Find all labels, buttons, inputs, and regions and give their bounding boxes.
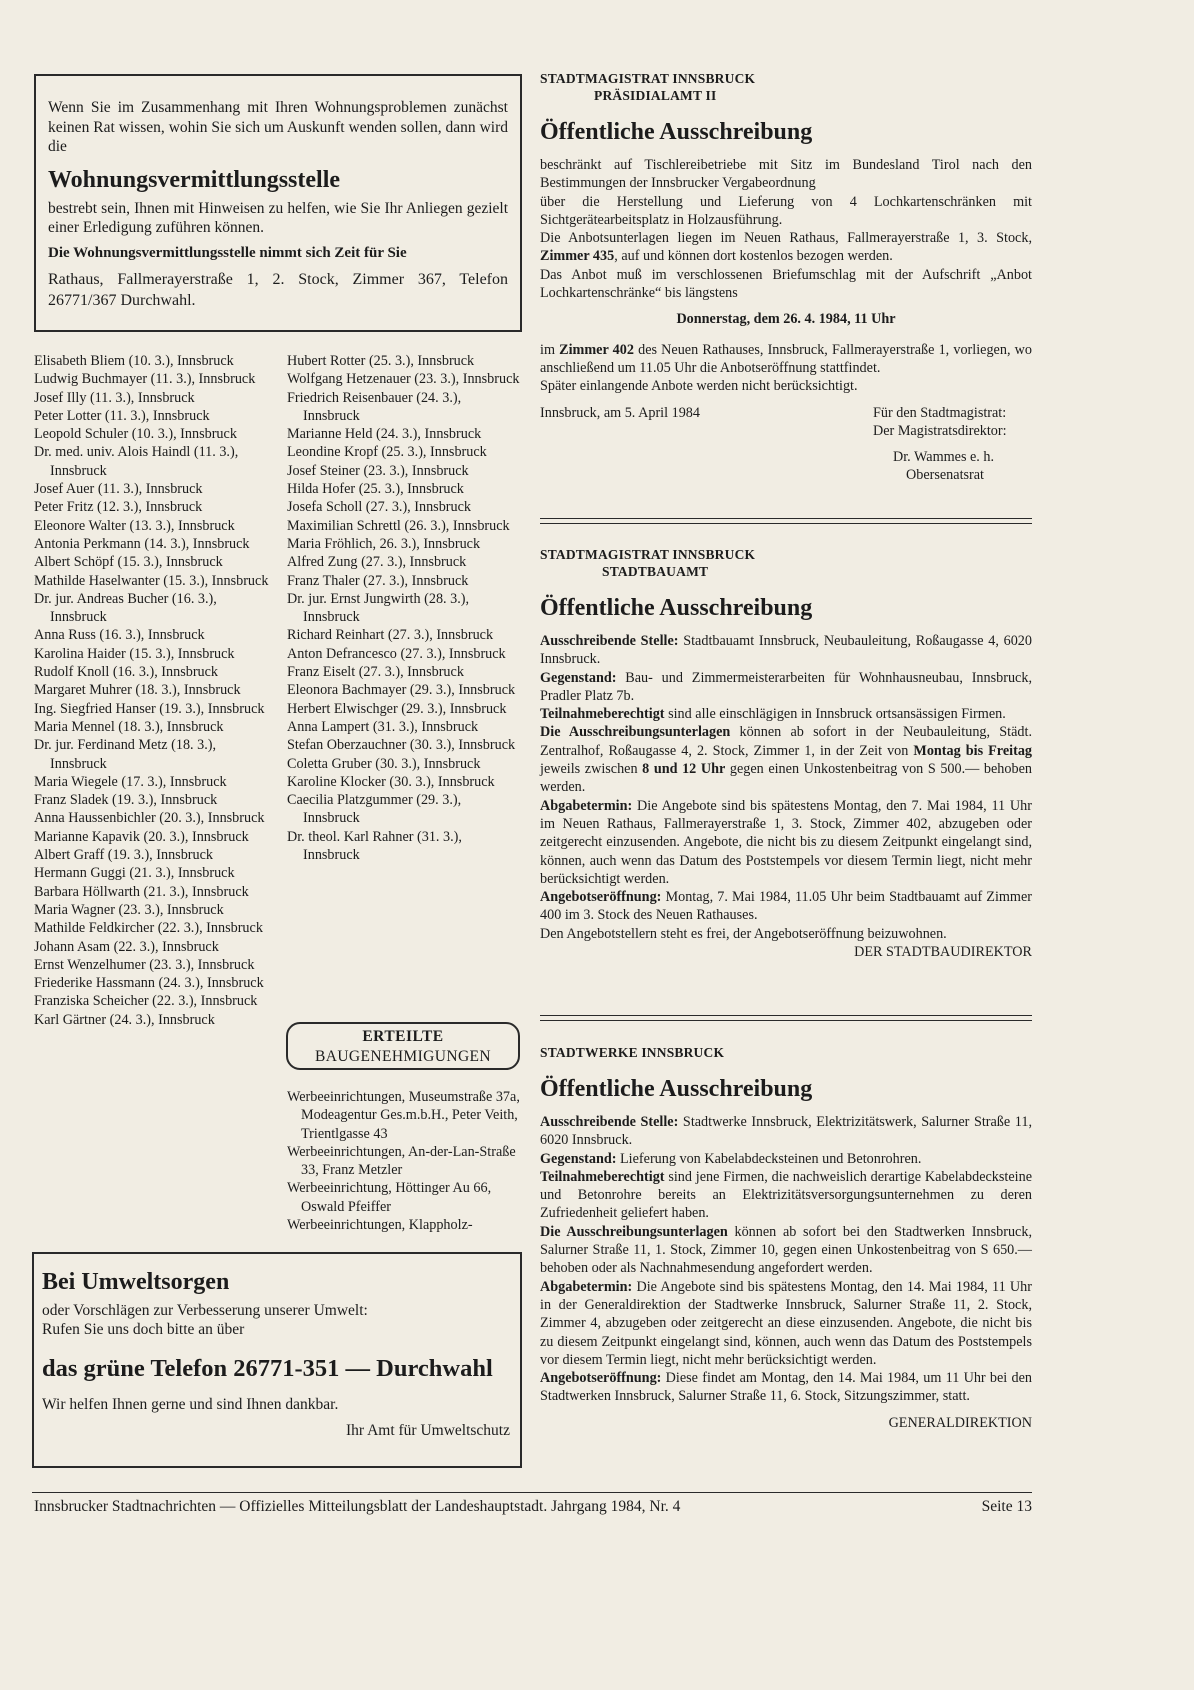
list-item: Peter Lotter (11. 3.), Innsbruck	[34, 407, 210, 424]
list-item: Elisabeth Bliem (10. 3.), Innsbruck	[34, 353, 234, 369]
list-item: Coletta Gruber (30. 3.), Innsbruck	[287, 755, 481, 772]
list-item: Werbeeinrichtung, Höttinger Au 66, Oswald Pfeiffer	[287, 1180, 492, 1215]
wohnbox-intro: Wenn Sie im Zusammenhang mit Ihren Wohnungsproblemen zunächst keinen Rat wissen, wohin Sie sich um Auskunft wenden sollen, dann wird die	[48, 99, 508, 155]
list-item: Peter Fritz (12. 3.), Innsbruck	[34, 499, 203, 516]
list-item: Friederike Hassmann (24. 3.), Innsbruck	[34, 975, 264, 992]
ad1-p3	[540, 229, 1032, 266]
list-item: Rudolf Knoll (16. 3.), Innsbruck	[34, 664, 219, 681]
separator-2	[540, 1015, 1032, 1021]
list-item: Anna Russ (16. 3.), Innsbruck	[34, 627, 205, 644]
list-item: Marianne Held (24. 3.), Innsbruck	[287, 426, 482, 443]
ad1-p1: beschränkt auf Tischlereibetriebe mit Sitz im Bundesland Tirol nach den Bestimmungen der Innsbrucker Vergabeordnung	[540, 157, 1032, 192]
list-item: Herbert Elwischger (29. 3.), Innsbruck	[287, 700, 507, 717]
ad3-org1: STADTWERKE INNSBRUCK	[540, 1045, 725, 1060]
ad3-t5: Die Angebote sind bis spätestens Montag, den 14. Mai 1984, 11 Uhr in der Generaldirektion der Stadtwerke Innsbruck, Salurner Straße 11, 2. Stock, Zimmer 4, abzugeben oder zeitgerecht an diese einzusenden. Angebote, die nicht bis zu diesem Zeitpunkt eingelangt sind, können, auch wenn das Datum des Poststempels vor diesem Termin liegt, nicht mehr berücksichtigt werden.	[540, 1278, 1032, 1368]
ad2-org2: STADTBAUAMT	[602, 564, 709, 579]
ad3-title: Öffentliche Ausschreibung	[540, 1076, 813, 1102]
ad3-t6: Diese findet am Montag, den 14. Mai 1984, um 11 Uhr bei den Stadtwerken Innsbruck, Salurner Straße 11, 6. Stock, Sitzungszimmer, statt.	[540, 1370, 1032, 1405]
ad3-item1	[540, 1113, 1032, 1150]
ad2-l1: Ausschreibende Stelle:	[540, 633, 679, 649]
list-item: Josef Steiner (23. 3.), Innsbruck	[287, 462, 469, 479]
ad2-t4e: gegen einen Unkostenbeitrag von S 500.— behoben werden.	[540, 761, 1032, 796]
umwelt-phone: das grüne Telefon 26771-351 — Durchwahl	[42, 1355, 493, 1382]
ad2-t4b: Montag bis Freitag	[913, 742, 1033, 759]
ad2-t2: Bau- und Zimmermeisterarbeiten für Wohnhausneubau, Innsbruck, Pradler Platz 7b.	[540, 669, 1032, 704]
list-item: Josef Illy (11. 3.), Innsbruck	[34, 389, 195, 406]
ad1-signature-block	[540, 404, 1032, 490]
ad3-l6: Angebotseröffnung:	[540, 1370, 662, 1387]
wohnbox-text: bestrebt sein, Ihnen mit Hinweisen zu helfen, wie Sie Ihr Anliegen gezielt einer Erledigung zuführen können.	[48, 199, 508, 236]
umwelt-line2: Rufen Sie uns doch bitte an über	[42, 1321, 245, 1338]
list-item: Dr. jur. Ernst Jungwirth (28. 3.), Innsbruck	[287, 590, 470, 626]
list-item: Leopold Schuler (10. 3.), Innsbruck	[34, 426, 237, 443]
list-item: Barbara Höllwarth (21. 3.), Innsbruck	[34, 883, 249, 900]
list-item: Josef Auer (11. 3.), Innsbruck	[34, 481, 203, 498]
ad3-item6	[540, 1369, 1032, 1406]
ad1-sig2: Der Magistratsdirektor:	[873, 422, 1007, 439]
ad1-title: Öffentliche Ausschreibung	[540, 119, 813, 145]
ad3-l4: Die Ausschreibungsunterlagen	[540, 1223, 728, 1240]
ad1-p5	[540, 341, 1032, 378]
umwelt-line1: oder Vorschlägen zur Verbesserung unserer Umwelt:	[42, 1302, 368, 1319]
list-item: Richard Reinhart (27. 3.), Innsbruck	[287, 627, 494, 644]
list-item: Eleonore Walter (13. 3.), Innsbruck	[34, 517, 235, 534]
ad2-t4a: können ab sofort in der Neubauleitung, Städt. Zentralhof, Roßaugasse 4, 2. Stock, Zimmer 1, in der Zeit von	[540, 724, 1032, 759]
list-item: Eleonora Bachmayer (29. 3.), Innsbruck	[287, 682, 516, 699]
list-item: Franz Thaler (27. 3.), Innsbruck	[287, 572, 469, 589]
list-item: Dr. theol. Karl Rahner (31. 3.), Innsbruck	[287, 828, 462, 864]
ad1-place: Innsbruck, am 5. April 1984	[540, 404, 700, 421]
umwelt-box	[32, 1252, 522, 1468]
names-column-2	[287, 352, 521, 864]
page-number: Seite 13	[981, 1498, 1032, 1515]
ad3-l2: Gegenstand:	[540, 1150, 617, 1167]
names-column-1	[34, 352, 270, 1029]
list-item: Anna Lampert (31. 3.), Innsbruck	[287, 718, 479, 735]
list-item: Franziska Scheicher (22. 3.), Innsbruck	[34, 993, 258, 1010]
ad3-item3	[540, 1168, 1032, 1223]
ad1-sig4: Obersenatsrat	[906, 466, 984, 483]
ad3-l1: Ausschreibende Stelle:	[540, 1114, 679, 1130]
ad-praesidialamt	[540, 70, 1032, 490]
list-item: Marianne Kapavik (20. 3.), Innsbruck	[34, 828, 249, 845]
list-item: Wolfgang Hetzenauer (23. 3.), Innsbruck	[287, 371, 520, 388]
list-item: Albert Schöpf (15. 3.), Innsbruck	[34, 554, 223, 571]
wohnbox-title: Wohnungsvermittlungsstelle	[48, 166, 341, 193]
ad1-p3a: Die Anbotsunterlagen liegen im Neuen Rathaus, Fallmerayerstraße 1, 3. Stock,	[540, 230, 1032, 247]
list-item: Franz Sladek (19. 3.), Innsbruck	[34, 792, 218, 809]
ad2-t3: sind alle einschlägigen in Innsbruck ortsansässigen Firmen.	[664, 706, 1006, 723]
list-item: Maria Mennel (18. 3.), Innsbruck	[34, 718, 224, 735]
list-item: Josefa Scholl (27. 3.), Innsbruck	[287, 499, 472, 516]
list-item: Friedrich Reisenbauer (24. 3.), Innsbruck	[287, 389, 462, 424]
list-item: Anna Haussenbichler (20. 3.), Innsbruck	[34, 810, 265, 827]
list-item: Albert Graff (19. 3.), Innsbruck	[34, 847, 213, 864]
ad3-item5	[540, 1278, 1032, 1369]
list-item: Werbeeinrichtungen, An-der-Lan-Straße 33, Franz Metzler	[287, 1143, 516, 1179]
list-item: Karolina Haider (15. 3.), Innsbruck	[34, 645, 235, 662]
ad1-p3c: , auf und können dort kostenlos bezogen werden.	[614, 248, 893, 265]
list-item: Ludwig Buchmayer (11. 3.), Innsbruck	[34, 371, 256, 388]
list-item: Margaret Muhrer (18. 3.), Innsbruck	[34, 682, 241, 699]
ad3-item2	[540, 1150, 1032, 1168]
ad2-l4: Die Ausschreibungsunterlagen	[540, 724, 731, 741]
list-item: Ernst Wenzelhumer (23. 3.), Innsbruck	[34, 956, 255, 973]
ad3-t2: Lieferung von Kabelabdecksteinen und Betonrohren.	[616, 1150, 922, 1167]
ad1-p5b: Zimmer 402	[559, 341, 634, 358]
list-item: Leondine Kropf (25. 3.), Innsbruck	[287, 444, 487, 461]
ad1-sig3: Dr. Wammes e. h.	[893, 448, 995, 465]
ad2-sign: DER STADTBAUDIREKTOR	[854, 944, 1032, 961]
list-item: Werbeeinrichtungen, Museumstraße 37a, Modeagentur Ges.m.b.H., Peter Veith, Trientlgasse 43	[287, 1089, 520, 1142]
list-item: Hermann Guggi (21. 3.), Innsbruck	[34, 865, 235, 882]
ad2-t4c: jeweils zwischen	[540, 761, 643, 778]
list-item: Anton Defrancesco (27. 3.), Innsbruck	[287, 645, 506, 662]
ad3-item4	[540, 1223, 1032, 1278]
list-item: Stefan Oberzauchner (30. 3.), Innsbruck	[287, 737, 516, 754]
list-item: Johann Asam (22. 3.), Innsbruck	[34, 938, 219, 955]
ad1-p5c: des Neuen Rathauses, Innsbruck, Fallmerayerstraße 1, vorliegen, wo anschließend um 11.05 Uhr die Anbotseröffnung stattfindet.	[540, 341, 1032, 376]
list-item: Alfred Zung (27. 3.), Innsbruck	[287, 554, 467, 571]
list-item: Mathilde Haselwanter (15. 3.), Innsbruck	[34, 572, 269, 589]
ad1-org2: PRÄSIDIALAMT II	[594, 88, 717, 103]
list-item: Karoline Klocker (30. 3.), Innsbruck	[287, 773, 495, 790]
list-item: Dr. med. univ. Alois Haindl (11. 3.), Innsbruck	[34, 444, 239, 479]
baugenehmigungen-heading	[286, 1022, 520, 1070]
ad3-l3: Teilnahmeberechtigt	[540, 1168, 665, 1185]
list-item: Antonia Perkmann (14. 3.), Innsbruck	[34, 535, 250, 552]
ad1-p5a: im	[540, 341, 560, 358]
ad2-l2: Gegenstand:	[540, 669, 617, 686]
ad1-sig1: Für den Stadtmagistrat:	[873, 404, 1007, 421]
ad2-t7: Den Angebotstellern steht es frei, der Angebotseröffnung beizuwohnen.	[540, 925, 947, 942]
ad2-item2	[540, 669, 1032, 706]
ad2-t4d: 8 und 12 Uhr	[642, 761, 726, 778]
umwelt-thanks: Wir helfen Ihnen gerne und sind Ihnen dankbar.	[42, 1396, 339, 1413]
list-item: Maria Wagner (23. 3.), Innsbruck	[34, 901, 224, 918]
umwelt-title: Bei Umweltsorgen	[42, 1269, 230, 1295]
umwelt-sign: Ihr Amt für Umweltschutz	[345, 1422, 510, 1439]
list-item: Dr. jur. Andreas Bucher (16. 3.), Innsbruck	[34, 590, 217, 626]
ad2-l3: Teilnahmeberechtigt	[540, 706, 665, 723]
ad2-t1: Stadtbauamt Innsbruck, Neubauleitung, Roßaugasse 4, 6020 Innsbruck.	[540, 633, 1032, 668]
wohnbox-bold: Die Wohnungsvermittlungsstelle nimmt sich Zeit für Sie	[48, 244, 407, 261]
wohnbox-address: Rathaus, Fallmerayerstraße 1, 2. Stock, Zimmer 367, Telefon 26771/367 Durchwahl.	[48, 271, 508, 309]
ad3-sign: GENERALDIREKTION	[888, 1414, 1032, 1431]
list-item: Ing. Siegfried Hanser (19. 3.), Innsbruck	[34, 700, 265, 717]
list-item: Caecilia Platzgummer (29. 3.), Innsbruck	[287, 792, 462, 827]
ad-stadtbauamt	[540, 546, 1032, 961]
ad2-item4	[540, 723, 1032, 796]
ad2-l5: Abgabetermin:	[540, 797, 633, 814]
list-item: Hubert Rotter (25. 3.), Innsbruck	[287, 353, 475, 369]
ad3-t4: können ab sofort bei den Stadtwerken Innsbruck, Salurner Straße 11, 1. Stock, Zimmer 10, gegen einen Unkostenbeitrag von S 650.— behoben oder als Nachnahmesendung angefordert werden.	[540, 1223, 1032, 1277]
list-item: Werbeeinrichtungen, Klappholz-	[287, 1217, 473, 1234]
ad3-t3: sind jene Firmen, die nachweislich derartige Kabelabdecksteine und Betonrohre bereits an Elektrizitätsversorgungsunternehmen zu deren Zufriedenheit geliefert haben.	[540, 1168, 1032, 1222]
list-item: Dr. jur. Ferdinand Metz (18. 3.), Innsbruck	[34, 737, 217, 772]
ad1-p3b: Zimmer 435	[540, 248, 615, 265]
ad2-title: Öffentliche Ausschreibung	[540, 595, 813, 621]
ad2-item1	[540, 632, 1032, 669]
ad1-org1: STADTMAGISTRAT INNSBRUCK	[540, 71, 756, 86]
footer-rule	[32, 1492, 1032, 1493]
baugenehmigungen-heading-line1: ERTEILTE	[362, 1028, 444, 1045]
ad3-t1: Stadtwerke Innsbruck, Elektrizitätswerk, Salurner Straße 11, 6020 Innsbruck.	[540, 1114, 1032, 1149]
ad1-p6: Später einlangende Anbote werden nicht berücksichtigt.	[540, 378, 858, 395]
baugenehmigungen-heading-line2: BAUGENEHMIGUNGEN	[314, 1048, 492, 1065]
list-item: Mathilde Feldkircher (22. 3.), Innsbruck	[34, 920, 263, 937]
ad1-p4: Das Anbot muß im verschlossenen Briefumschlag mit der Aufschrift „Anbot Lochkartenschränke“ bis längstens	[540, 266, 1032, 302]
ad-stadtwerke	[540, 1044, 1032, 1432]
ad2-item3	[540, 705, 1032, 723]
page-footer	[34, 1497, 1032, 1517]
ad2-t6: Montag, 7. Mai 1984, 11.05 Uhr beim Stadtbauamt auf Zimmer 400 im 3. Stock des Neuen Rathauses.	[540, 889, 1032, 924]
wohnungsvermittlung-box	[34, 74, 522, 332]
footer-text: Innsbrucker Stadtnachrichten — Offizielles Mitteilungsblatt der Landeshauptstadt. Jahrgang 1984, Nr. 4	[34, 1498, 681, 1515]
list-item: Maria Wiegele (17. 3.), Innsbruck	[34, 773, 227, 790]
separator-1	[540, 518, 1032, 524]
ad2-t5: Die Angebote sind bis spätestens Montag, den 7. Mai 1984, 11 Uhr im Neuen Rathaus, Fallmerayerstraße 1, 3. Stock, Zimmer 402, abzugeben oder zeitgerecht einzusenden. Angebote, die nicht bis zu diesem Zeitpunkt eingelangt sind, können, auch wenn das Datum des Poststempels vor diesem Termin liegt, nicht mehr berücksichtigt werden.	[540, 797, 1032, 887]
list-item: Franz Eiselt (27. 3.), Innsbruck	[287, 664, 464, 681]
list-item: Maximilian Schrettl (26. 3.), Innsbruck	[287, 517, 510, 534]
ad3-l5: Abgabetermin:	[540, 1278, 633, 1295]
ad2-org1: STADTMAGISTRAT INNSBRUCK	[540, 547, 756, 562]
ad2-item5	[540, 797, 1032, 888]
list-item: Hilda Hofer (25. 3.), Innsbruck	[287, 481, 464, 498]
ad2-l6: Angebotseröffnung:	[540, 889, 662, 906]
ad2-item6	[540, 888, 1032, 925]
ad1-date: Donnerstag, dem 26. 4. 1984, 11 Uhr	[676, 311, 896, 328]
baugenehmigungen-list	[287, 1088, 521, 1234]
list-item: Maria Fröhlich, 26. 3.), Innsbruck	[287, 535, 481, 552]
ad1-p2: über die Herstellung und Lieferung von 4 Lochkartenschränken mit Sichtgerätearbeitsplatz in Holzausführung.	[540, 193, 1032, 228]
list-item: Karl Gärtner (24. 3.), Innsbruck	[34, 1011, 215, 1028]
